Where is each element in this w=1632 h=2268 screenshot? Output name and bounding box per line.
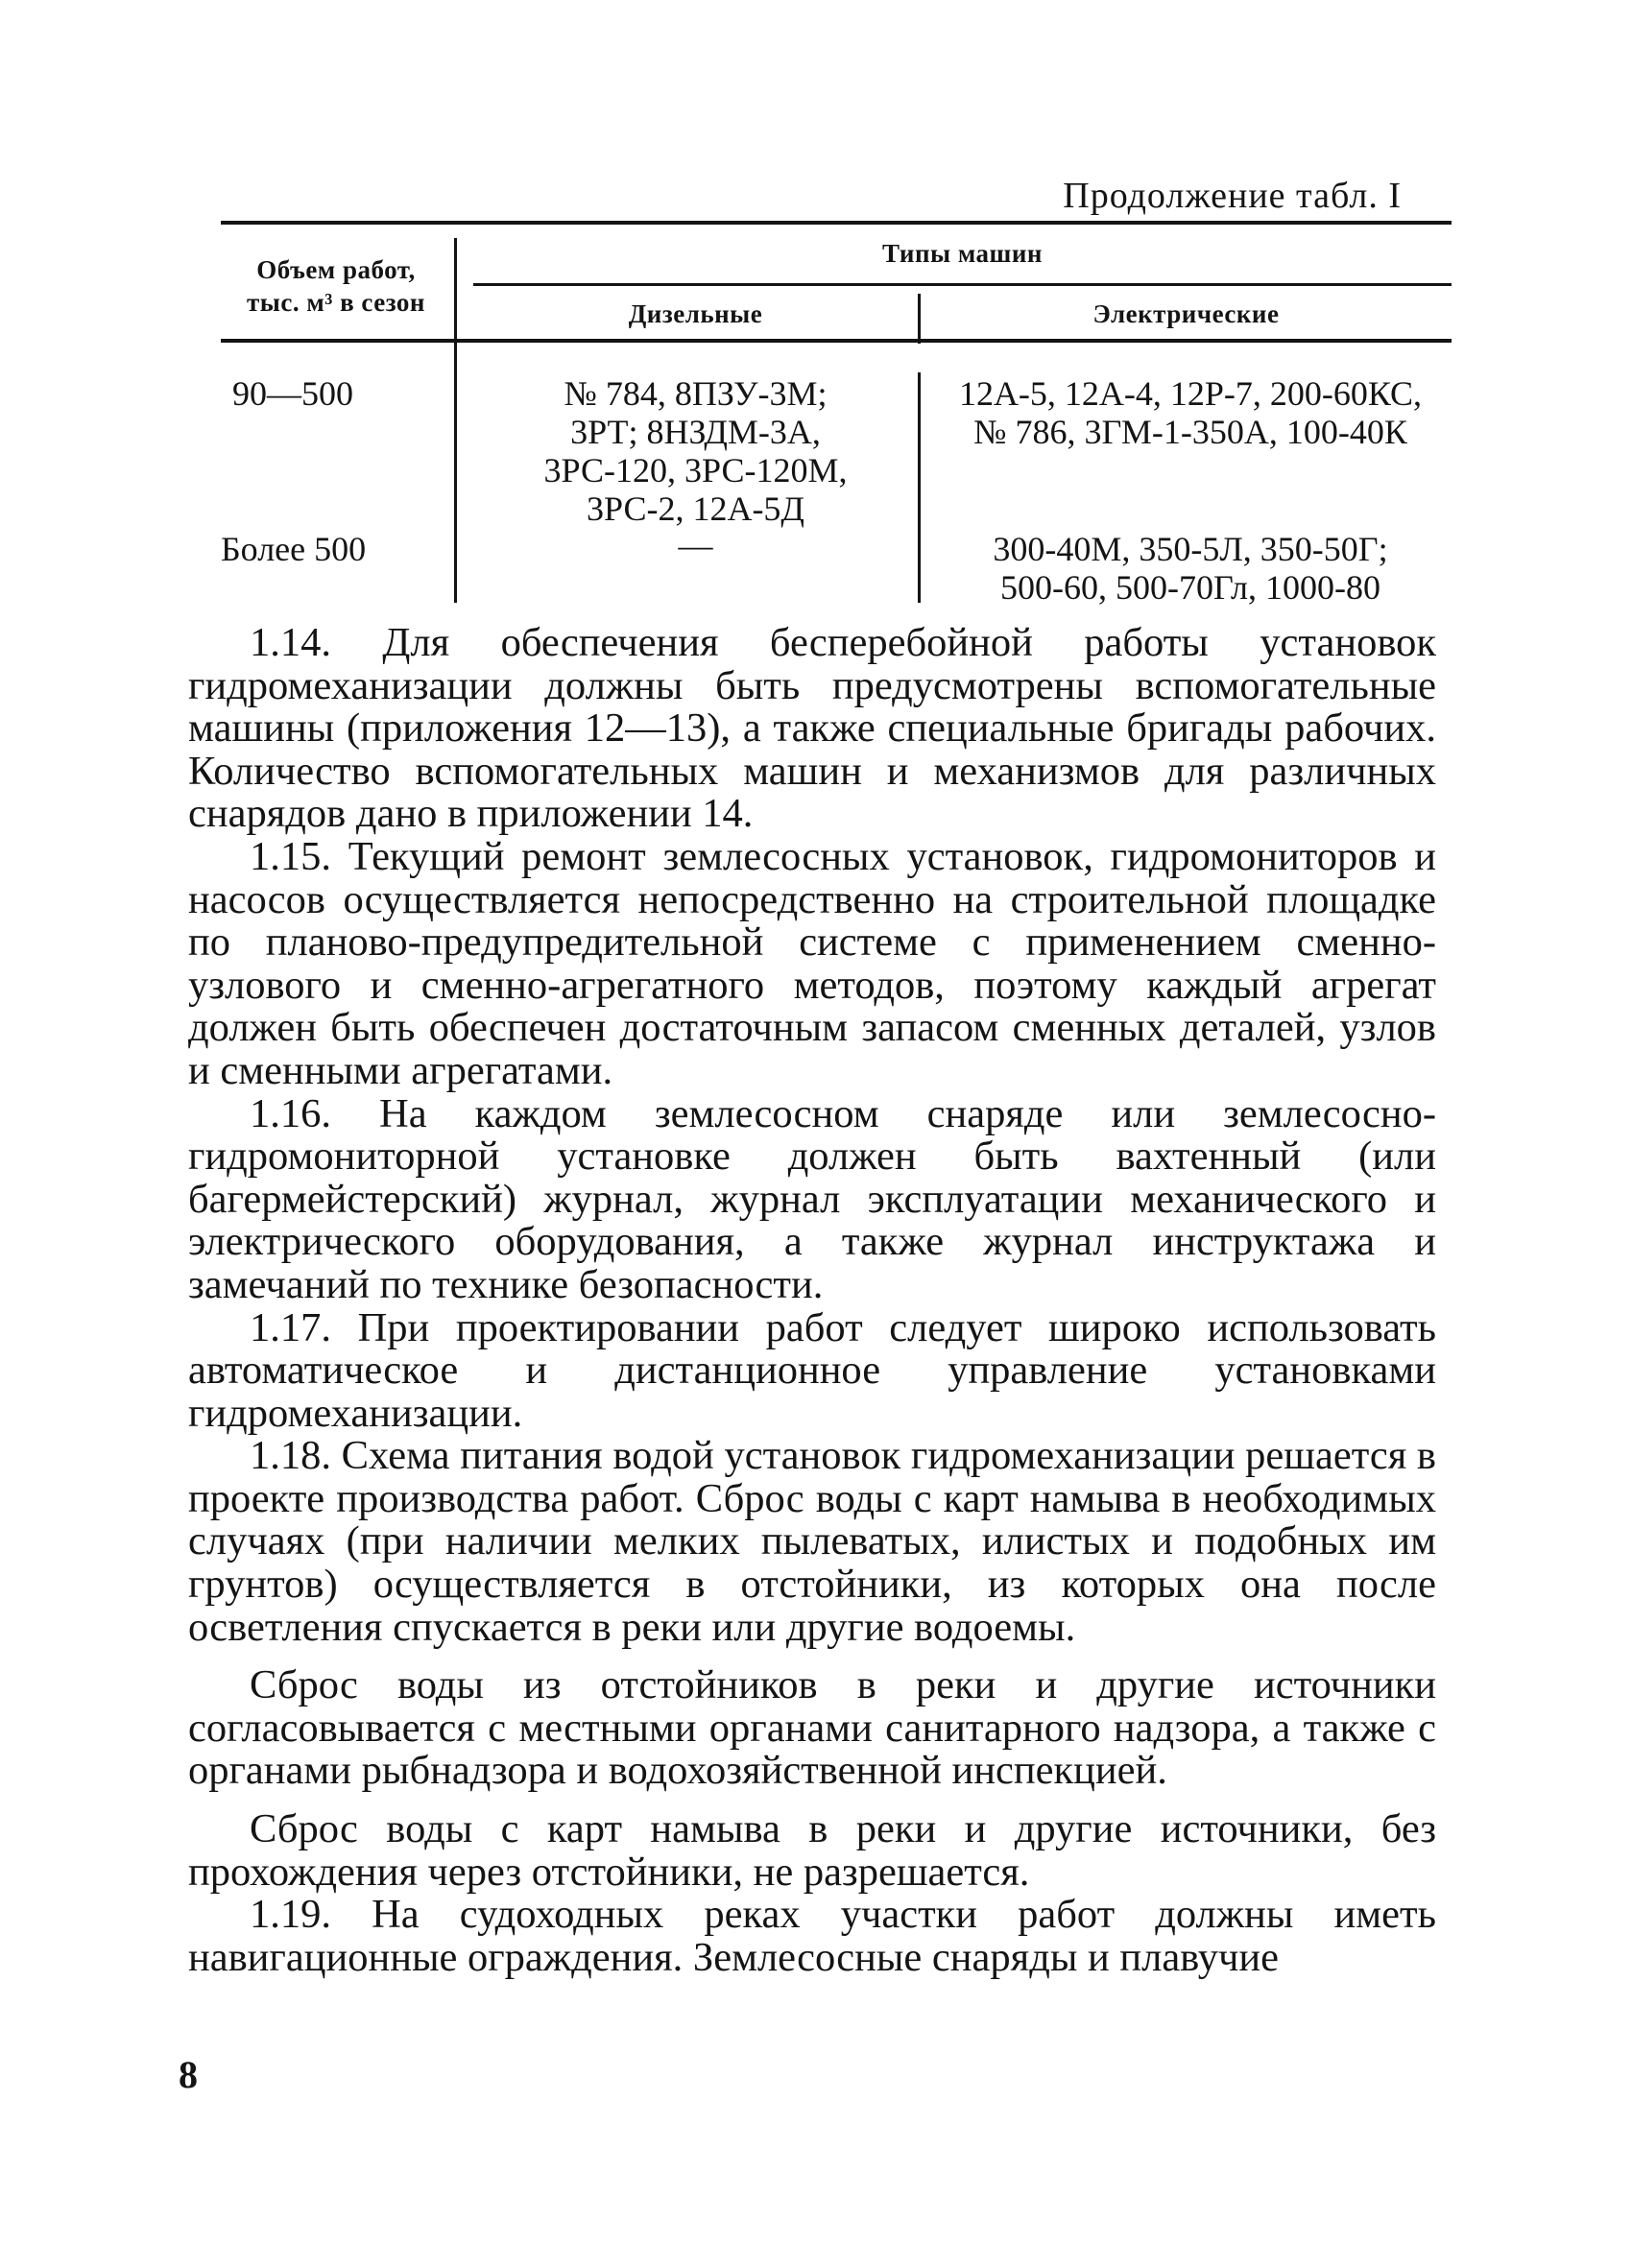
volume-header bbox=[221, 253, 451, 319]
paragraph-1-19: 1.19. На судоходных реках участки работ должны иметь навигационные ограждения. Землесосные снаряды и плавучие bbox=[188, 1892, 1436, 1980]
row-2-electric-line-1: 300-40М, 350-5Л, 350-50Г; bbox=[993, 530, 1388, 568]
machine-types-table bbox=[221, 221, 1452, 607]
volume-header-line-1: Объем работ, bbox=[256, 255, 416, 284]
row-1-electric-line-2: № 786, 3ГМ-1-350А, 100-40К bbox=[973, 413, 1407, 451]
row-1-electric-line-1: 12А-5, 12А-4, 12Р-7, 200-60КС, bbox=[958, 374, 1423, 413]
paragraph-discharge-prohibition: Сброс воды с карт намыва в реки и другие источники, без прохождения через отстойники, не разрешается. bbox=[188, 1806, 1436, 1895]
body-text bbox=[188, 622, 1436, 1979]
row-1-diesel-line-1: № 784, 8ПЗУ-3М; bbox=[564, 374, 828, 413]
row-2-volume: Более 500 bbox=[221, 530, 367, 568]
group-header-rule bbox=[473, 283, 1452, 286]
row-1-volume: 90—500 bbox=[232, 374, 353, 413]
volume-header-line-2: тыс. м³ в сезон bbox=[247, 288, 425, 317]
paragraph-1-15: 1.15. Текущий ремонт землесосных установок, гидромониторов и насосов осуществляется непосредственно на строительной площадке по планово-предупредительной системе с применением сменно-узлового и сменно-агрегатного методов, поэтому каждый агрегат должен быть обеспечен достаточным запасом сменных деталей, узлов и сменными агрегатами. bbox=[188, 833, 1436, 1093]
row-1-diesel-line-3: 3РС-120, 3РС-120М, bbox=[543, 451, 848, 489]
row-1-diesel-line-4: 3РС-2, 12А-5Д bbox=[586, 489, 804, 528]
paragraph-discharge-approval: Сброс воды из отстойников в реки и другие источники согласовывается с местными органами санитарного надзора, а также с органами рыбнадзора и водохозяйственной инспекцией. bbox=[188, 1662, 1436, 1794]
row-2-electric-line-2: 500-60, 500-70Гл, 1000-80 bbox=[999, 568, 1381, 607]
row-1-diesel-line-2: 3РТ; 8НЗДМ-3А, bbox=[570, 413, 821, 451]
row-1-electric bbox=[931, 374, 1450, 451]
machine-types-header: Типы машин bbox=[882, 239, 1043, 268]
row-2-diesel-line-1: — bbox=[678, 526, 713, 564]
paragraph-1-16: 1.16. На каждом землесосном снаряде или землесосно-гидромониторной установке должен быть вахтенный (или багермейстерский) журнал, журнал эксплуатации механического и электрического оборудования, а также журнал инструктажа и замечаний по технике безопасности. bbox=[188, 1090, 1436, 1307]
row-1-diesel bbox=[473, 374, 918, 528]
row-2-diesel bbox=[473, 526, 918, 564]
paragraph-1-17: 1.17. При проектировании работ следует широко использовать автоматическое и дистанционное управление установками гидромеханизации. bbox=[188, 1304, 1436, 1436]
row-2-electric bbox=[931, 530, 1450, 607]
page-number: 8 bbox=[179, 2053, 198, 2096]
table-top-rule bbox=[221, 221, 1452, 225]
header-bottom-rule bbox=[221, 339, 1452, 343]
paragraph-1-14: 1.14. Для обеспечения бесперебойной работы установок гидромеханизации должны быть предусмотрены вспомогательные машины (приложения 12—13), а также специальные бригады рабочих. Количество вспомогательных машин и механизмов для различных снарядов дано в приложении 14. bbox=[188, 620, 1436, 837]
column-divider-2-body bbox=[918, 372, 921, 603]
diesel-header: Дизельные bbox=[628, 299, 763, 328]
paragraph-1-18: 1.18. Схема питания водой установок гидромеханизации решается в проекте производства работ. Сброс воды с карт намыва в необходимых случаях (при наличии мелких пылеватых, илистых и подобных им грунтов) осуществляется в отстойники, из которых она после осветления спускается в реки или другие водоемы. bbox=[188, 1433, 1436, 1650]
electric-header: Электрические bbox=[1092, 299, 1280, 328]
table-continuation-label: Продолжение табл. I bbox=[1063, 176, 1402, 216]
column-divider-1 bbox=[454, 238, 457, 603]
